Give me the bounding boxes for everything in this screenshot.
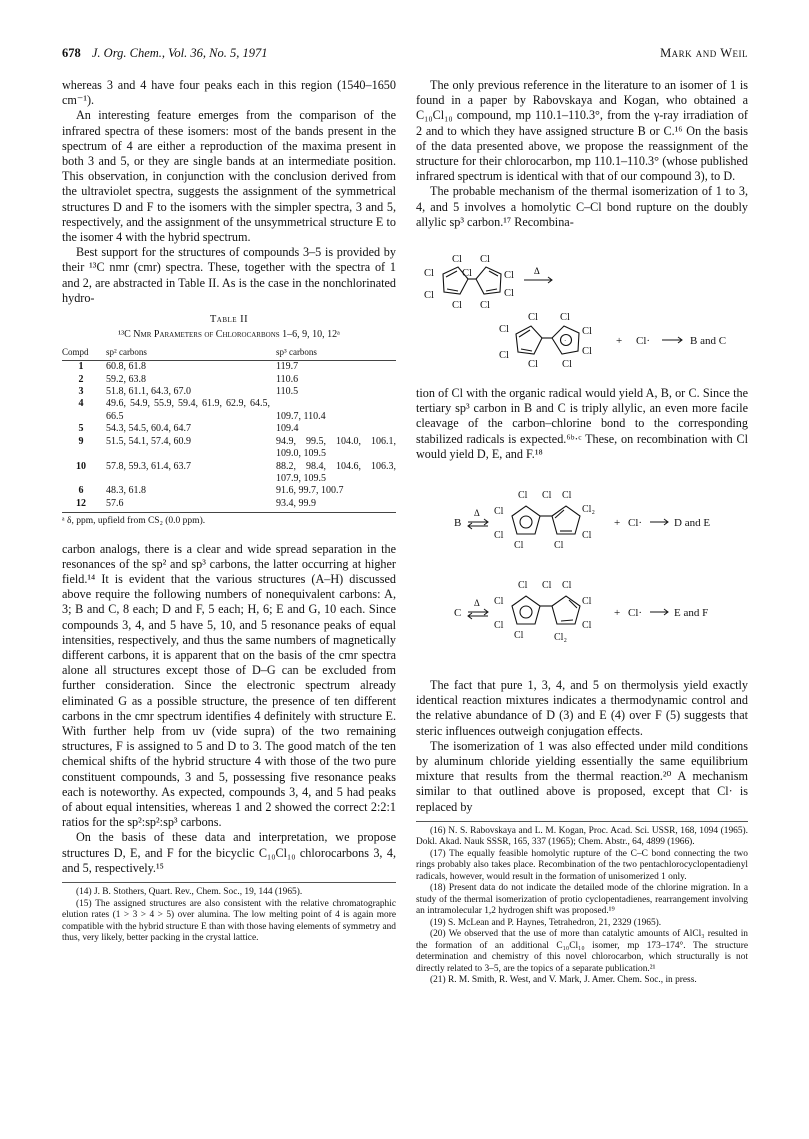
scheme-product: D and E xyxy=(674,517,711,530)
cl-label: Cl xyxy=(462,268,472,280)
cl2-label: Cl₂ xyxy=(554,632,567,644)
cl-label: Cl xyxy=(562,359,572,371)
page-number: 678 xyxy=(62,46,81,60)
table-cell: 49.6, 54.9, 55.9, 59.4, 61.9, 62.9, 64.5, 66.5 xyxy=(106,398,270,422)
radical-c-structure xyxy=(512,596,580,624)
cl-label: Cl xyxy=(499,350,509,362)
compound-1-structure xyxy=(443,267,501,294)
reactant-label: C xyxy=(454,607,462,620)
ring xyxy=(476,267,501,294)
footnote-rule xyxy=(416,821,748,822)
running-head-authors: Mark and Weil xyxy=(660,46,748,60)
radical-circle xyxy=(520,606,532,618)
table-cell: 94.9, 99.5, 104.0, 106.1, 109.0, 109.5 xyxy=(276,435,396,460)
cl-label: Cl xyxy=(554,540,564,552)
double-bond xyxy=(447,289,458,291)
footnote: (17) The equally feasible homolytic rupture of the C–C bond connecting the two rings probably also takes place. Recombination of the two pentachlorocyclopentadienyl radicals, however, would result in the formation of unisomerized 1 only. xyxy=(416,848,748,882)
scheme-2-drawing xyxy=(416,466,748,666)
table-cell: 51.8, 61.1, 64.3, 67.0 xyxy=(106,386,191,398)
table-cell: 91.6, 99.7, 100.7 xyxy=(276,485,344,497)
cl-label: Cl xyxy=(582,596,592,608)
cl2-label: Cl₂ xyxy=(582,504,595,516)
cl-label: Cl xyxy=(582,620,592,632)
cl-label: Cl xyxy=(504,288,514,300)
table-cell: 4 xyxy=(78,398,84,410)
footnote: (18) Present data do not indicate the detailed mode of the chlorine migration. In a study of the thermal isomerization of protio cyclopentadienes, rearrangement involving an intramolecular 1,2 hydrogen shift was proposed.¹⁹ xyxy=(416,883,748,917)
header-left xyxy=(62,46,267,61)
ring xyxy=(512,506,540,534)
table-row xyxy=(62,374,396,386)
table-cell: 6 xyxy=(78,485,84,497)
footnote: (21) R. M. Smith, R. West, and V. Mark, J. Amer. Chem. Soc., in press. xyxy=(430,975,697,986)
cl-label: Cl xyxy=(582,346,592,358)
table-cell: 48.3, 61.8 xyxy=(106,485,146,497)
cl-label: Cl xyxy=(480,300,490,312)
table-body xyxy=(62,346,396,513)
radical-structure xyxy=(516,326,579,354)
cl-label: Cl xyxy=(518,490,528,502)
ring xyxy=(552,506,580,534)
table-cell: 2 xyxy=(78,373,84,385)
chlorine-radical: Cl· xyxy=(628,607,643,620)
paragraph: The isomerization of 1 was also effected under mild conditions by aluminum chloride yielding essentially the same equilibrium mixture that results from the thermal reaction.²⁰ A mechanism similar to that outlined above is proposed, except that Cl· is replaced by xyxy=(416,738,748,814)
radical-b-structure xyxy=(512,506,580,534)
table-row xyxy=(62,398,396,423)
reaction-scheme-1 xyxy=(416,234,748,372)
table-cell: 51.5, 54.1, 57.4, 60.9 xyxy=(106,435,191,447)
table-subtitle: ¹³C Nmr Parameters of Chlorocarbons 1–6, 9, 10, 12ᵃ xyxy=(118,329,340,341)
cl-label: Cl xyxy=(528,359,538,371)
paragraph: The probable mechanism of the thermal isomerization of 1 to 3, 4, and 5 involves a homolytic C–Cl bond rupture on the doubly allylic sp³ carbon.¹⁷ Recombina- xyxy=(416,184,748,229)
reaction-scheme-2 xyxy=(416,466,748,666)
table-row xyxy=(62,361,396,374)
right-column xyxy=(416,78,748,987)
radical-dot-label: · xyxy=(564,337,567,346)
paragraph: Best support for the structures of compounds 3–5 is provided by their ¹³C nmr (cmr) spectra. These, together with the spectra of 1 and 2, are abstracted in Table II. As is the case in the nonchlorinated hydro- xyxy=(62,245,396,305)
cl-label: Cl xyxy=(528,312,538,324)
delta-label: Δ xyxy=(534,266,540,277)
cl-label: Cl xyxy=(494,620,504,632)
table-cell: 12 xyxy=(62,498,100,513)
table-cell: 57.6 xyxy=(100,498,270,513)
table-cell: 54.3, 54.5, 60.4, 64.7 xyxy=(106,423,191,435)
footnote: (16) N. S. Rabovskaya and L. M. Kogan, Proc. Acad. Sci. USSR, 168, 1094 (1965). Dokl. Akad. Nauk SSSR, 165, 337 (1965); Chem. Abstr., 64, 4899 (1966). xyxy=(416,825,748,848)
table-row xyxy=(62,498,396,513)
double-bond xyxy=(561,620,573,621)
ring xyxy=(512,596,540,624)
table-title: Table II xyxy=(209,314,249,326)
table-cell: 10 xyxy=(76,460,86,472)
radical-circle xyxy=(520,516,532,528)
cl-label: Cl xyxy=(494,596,504,608)
cl-label: Cl xyxy=(452,300,462,312)
cl-label: Cl xyxy=(560,312,570,324)
cl-label: Cl xyxy=(514,630,524,642)
cl-label: Cl xyxy=(542,580,552,592)
footnote: (14) J. B. Stothers, Quart. Rev., Chem. Soc., 19, 144 (1965). xyxy=(76,887,303,898)
page-header xyxy=(62,46,748,64)
table-header: sp² carbons xyxy=(100,346,270,361)
paragraph: carbon analogs, there is a clear and wide spread separation in the resonances of the sp² and sp³ carbons, the latter occurring at higher field.¹⁴ It is evident that the various structures (A–H) discussed above require the following numbers of nonequivalent carbons: A, 3; B and C, 8 each; D and F, 5 each; H, 6; E and G, 10 each. Since compounds 3, 4, and 5 have 5, 10, and 5 resonance peaks of equal intensities, respectively, and thus the same numbers of magnetically different carbons, it is apparent that on the basis of the cmr spectra alone all structures except those of D–G can be excluded from further consideration. Since the electronic spectrum already eliminated G as a possible structure, the presence of ten different carbons in the cmr spectrum identifies 4 definitely with structure E. With further help from uv (vide supra) of the two remaining structures, F is assigned to 5 and D to 3. The good match of the ten chemical shifts of the hybrid structure 4 with those of the two pure constituent compounds, 3 and 5, possessing five resonance peaks each is noteworthy. As expected, compounds 3, 4, and 5 had peaks of about equal intensities, whereas 1 and 2 showed the correct 2:2:1 ratios for the sp²:sp²:sp³ carbons. xyxy=(62,541,396,830)
table-cell: 110.5 xyxy=(276,386,299,398)
cl-label: Cl xyxy=(494,530,504,542)
paragraph: tion of Cl with the organic radical would yield A, B, or C. Since the tertiary sp³ carbon in B and C is triply allylic, an even more facile cleavage of the carbon–chlorine bond to the corresponding stabilized radicals is expected.⁶ᵇ·ᶜ These, on recombination with Cl would yield D, E, and F.¹⁸ xyxy=(416,386,748,461)
cl-label: Cl xyxy=(542,490,552,502)
delta-label: Δ xyxy=(474,598,480,609)
table-row xyxy=(62,485,396,497)
plus-sign: + xyxy=(614,607,621,620)
table-row xyxy=(62,386,396,398)
table-cell: 119.7 xyxy=(276,361,299,373)
chlorine-radical: Cl· xyxy=(636,335,651,348)
reactant-label: B xyxy=(454,517,462,530)
table-cell: 9 xyxy=(78,435,84,447)
table-cell: 59.2, 63.8 xyxy=(106,373,146,385)
delta-label: Δ xyxy=(474,508,480,519)
footnote: (20) We observed that the use of more than catalytic amounts of AlCl₃ resulted in the formation of an additional C₁₀Cl₁₀ isomer, mp 173–174°. The structure determination and chemistry of this novel chlorocarbon, which structurally is not directly related to 3–5, are the topics of a separate publication.²¹ xyxy=(416,929,748,974)
table-row xyxy=(62,461,396,486)
table-cell: 93.4, 99.9 xyxy=(270,498,396,513)
double-bond xyxy=(521,349,532,351)
footnote: (19) S. McLean and P. Haynes, Tetrahedron, 21, 2329 (1965). xyxy=(430,917,662,928)
table-ii xyxy=(62,314,396,528)
paragraph: The only previous reference in the literature to an isomer of 1 is found in a paper by Rabovskaya and Kogan, who obtained a C₁₀Cl₁₀ compound, mp 110.1–110.3°, from the γ-ray irradiation of 2 and to which they have assigned structure B or C.¹⁶ On the basis of the data presented above, we propose the reassignment of the structure for their chlorocarbon, mp 110.1–110.3° (whose published infrared spectrum is identical with that of our compound 3), to D. xyxy=(416,78,748,184)
cl-label: Cl xyxy=(514,540,524,552)
table-header: sp³ carbons xyxy=(270,346,396,361)
cl-label: Cl xyxy=(562,580,572,592)
table-cell: 5 xyxy=(78,423,84,435)
table-cell: 60.8, 61.8 xyxy=(106,361,146,373)
journal-citation: J. Org. Chem., Vol. 36, No. 5, 1971 xyxy=(91,46,268,60)
table-cell: 3 xyxy=(78,386,84,398)
heat-arrow xyxy=(524,266,552,283)
paragraph: On the basis of these data and interpretation, we propose structures D, E, and F for the bicyclic C₁₀Cl₁₀ chlorocarbons 3, 4, and 5, respectively.¹⁵ xyxy=(62,830,396,875)
table-cell: 109.7, 110.4 xyxy=(276,410,326,422)
cl-label: Cl xyxy=(480,254,490,266)
paragraph: whereas 3 and 4 have four peaks each in this region (1540–1650 cm⁻¹). xyxy=(62,78,396,108)
table-row xyxy=(62,423,396,435)
table-cell: 88.2, 98.4, 104.6, 106.3, 107.9, 109.5 xyxy=(276,460,396,484)
plus-sign: + xyxy=(614,517,621,530)
cl-label: Cl xyxy=(582,530,592,542)
footnote: (15) The assigned structures are also consistent with the relative chromatographic elution rates (1 > 3 > 4 > 5) over alumina. The low melting point of 4 is again more compatible with the hybrid structure E than with those having elements of symmetry and thus, very likely, better packing in the crystal lattice. xyxy=(62,898,396,944)
cl-label: Cl xyxy=(562,490,572,502)
chlorine-radical: Cl· xyxy=(628,517,643,530)
table-cell: 57.8, 59.3, 61.4, 63.7 xyxy=(106,460,191,472)
plus-sign: + xyxy=(616,335,623,348)
paragraph: The fact that pure 1, 3, 4, and 5 on thermolysis yield exactly identical reaction mixtures indicates a thermodynamic control and the relative abundance of D (3) and E (4) over F (5) suggests that steric influences outweigh conjugation effects. xyxy=(416,678,748,738)
table-footnote: ᵃ δ, ppm, upfield from CS₂ (0.0 ppm). xyxy=(62,516,206,527)
cl-label: Cl xyxy=(504,270,514,282)
table-header: Compd xyxy=(62,346,100,361)
paragraph: An interesting feature emerges from the comparison of the infrared spectra of these isomers: most of the bands present in the spectrum of 4 are either a reproduction of the maxima present in both 3 and 5, or they are single bands at an intermediate position. This observation, in conjunction with the conclusion derived from the ultraviolet spectra, suggests the assignment of the symmetrical structures D and F to the isomers with the simpler spectra, 3 and 5, respectively, and the assignment of the unsymmetrical structure E to the isomer 4 with the hybrid spectrum. xyxy=(62,108,396,245)
scheme-1-drawing xyxy=(416,234,748,372)
cl-label: Cl xyxy=(582,326,592,338)
cl-label: Cl xyxy=(424,290,434,302)
table-row xyxy=(62,436,396,461)
table-cell: 110.6 xyxy=(276,373,299,385)
table-cell: 109.4 xyxy=(276,423,299,435)
cl-label: Cl xyxy=(452,254,462,266)
double-bond xyxy=(486,289,497,291)
ring xyxy=(552,596,580,624)
scheme-product: E and F xyxy=(674,607,709,620)
footnote-rule xyxy=(62,882,396,883)
cl-label: Cl xyxy=(499,324,509,336)
table-cell: 1 xyxy=(78,361,84,373)
cl-label: Cl xyxy=(518,580,528,592)
cl-label: Cl xyxy=(494,506,504,518)
scheme-product: B and C xyxy=(690,335,727,348)
left-column xyxy=(62,78,396,945)
cl-label: Cl xyxy=(424,268,434,280)
